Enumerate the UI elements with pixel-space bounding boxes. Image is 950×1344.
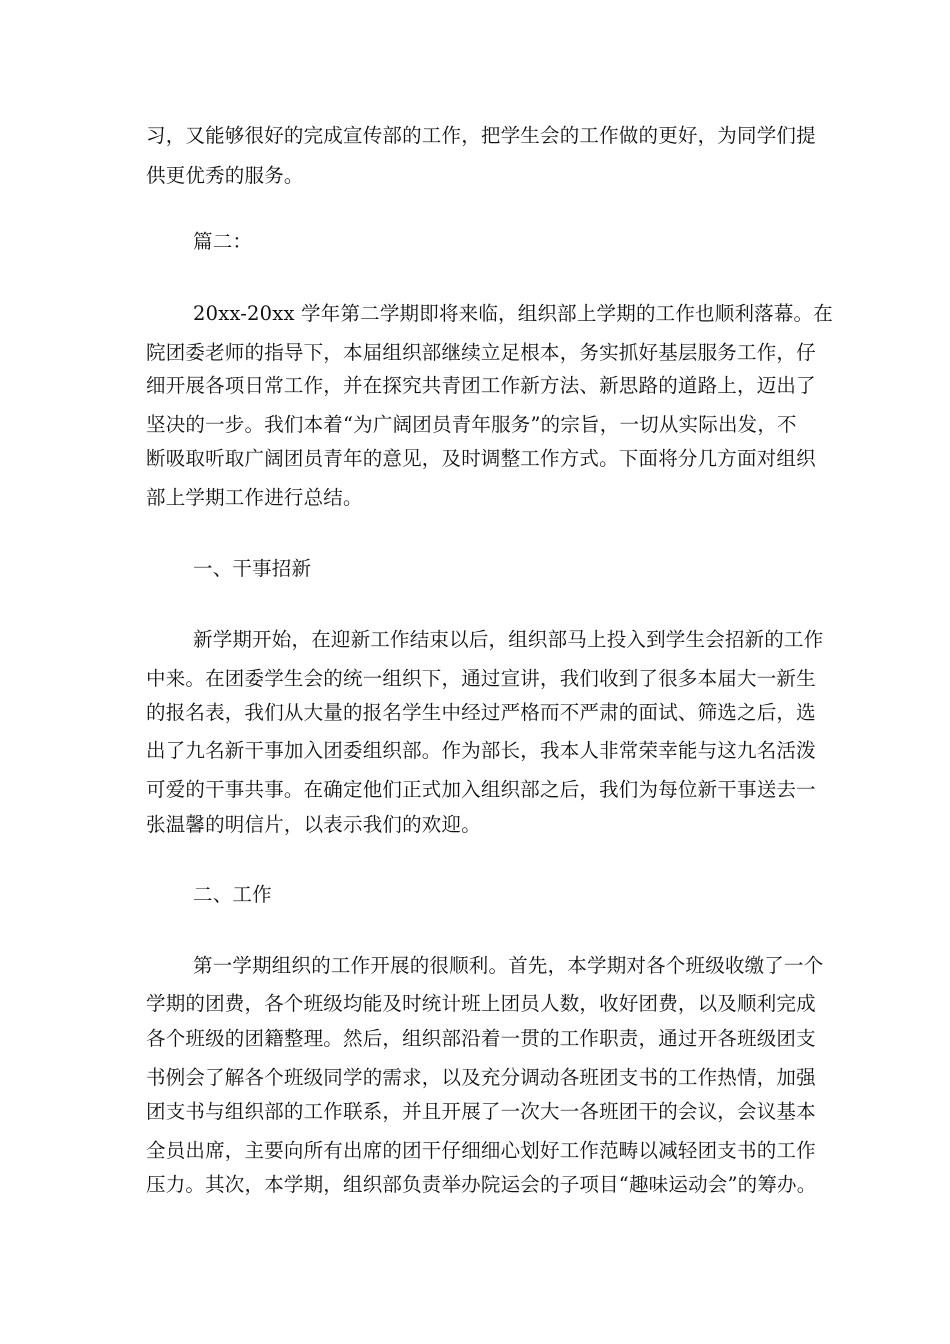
para2-line-3: 的报名表，我们从大量的报名学生中经过严格而不严肃的面试、筛选之后，选: [146, 701, 816, 724]
para3-line-5: 团支书与组织部的工作联系，并且开展了一次大一各班团干的会议，会议基本: [146, 1100, 816, 1123]
para3-line-7: 压力。其次，本学期，组织部负责举办院运会的子项目“趣味运动会”的筹办。: [146, 1173, 817, 1196]
para3-line-4: 书例会了解各个班级同学的需求，以及充分调动各班团支书的工作热情，加强: [146, 1066, 816, 1089]
para3-line-3: 各个班级的团籍整理。然后，组织部沿着一贯的工作职责，通过开各班级团支: [146, 1027, 816, 1050]
para1-line-2: 院团委老师的指导下，本届组织部继续立足根本，务实抓好基层服务工作，仔: [146, 341, 816, 364]
para1-line-3: 细开展各项日常工作，并在探究共青团工作新方法、新思路的道路上，迈出了: [146, 374, 816, 397]
heading-recruitment: 一、干事招新: [193, 557, 312, 580]
para3-line-2: 学期的团费，各个班级均能及时统计班上团员人数，收好团费，以及顺利完成: [146, 992, 816, 1015]
para2-line-4: 出了九名新干事加入团委组织部。作为部长，我本人非常荣幸能与这九名活泼: [146, 739, 816, 762]
para1-line-1: 20xx-20xx 学年第二学期即将来临，组织部上学期的工作也顺利落幕。在: [193, 302, 833, 325]
section-title: 篇二：: [193, 230, 253, 253]
para2-line-2: 中来。在团委学生会的统一组织下，通过宣讲，我们收到了很多本届大一新生: [146, 667, 816, 690]
heading-work: 二、工作: [193, 883, 272, 906]
intro-line-2: 供更优秀的服务。: [146, 164, 304, 187]
para1-line-5: 断吸取听取广阔团员青年的意见，及时调整工作方式。下面将分几方面对组织: [146, 447, 816, 470]
intro-line-1: 习，又能够很好的完成宣传部的工作，把学生会的工作做的更好，为同学们提: [146, 124, 816, 147]
para3-line-6: 全员出席，主要向所有出席的团干仔细细心划好工作范畴以减轻团支书的工作: [146, 1139, 816, 1162]
para1-line-6: 部上学期工作进行总结。: [146, 486, 363, 509]
para1-line-4: 坚决的一步。我们本着“为广阔团员青年服务”的宗旨，一切从实际出发，不: [146, 413, 797, 436]
para2-line-6: 张温馨的明信片，以表示我们的欢迎。: [146, 813, 481, 836]
para3-line-1: 第一学期组织的工作开展的很顺利。首先，本学期对各个班级收缴了一个: [193, 954, 824, 977]
para2-line-5: 可爱的干事共事。在确定他们正式加入组织部之后，我们为每位新干事送去一: [146, 778, 816, 801]
para2-line-1: 新学期开始，在迎新工作结束以后，组织部马上投入到学生会招新的工作: [193, 628, 824, 651]
